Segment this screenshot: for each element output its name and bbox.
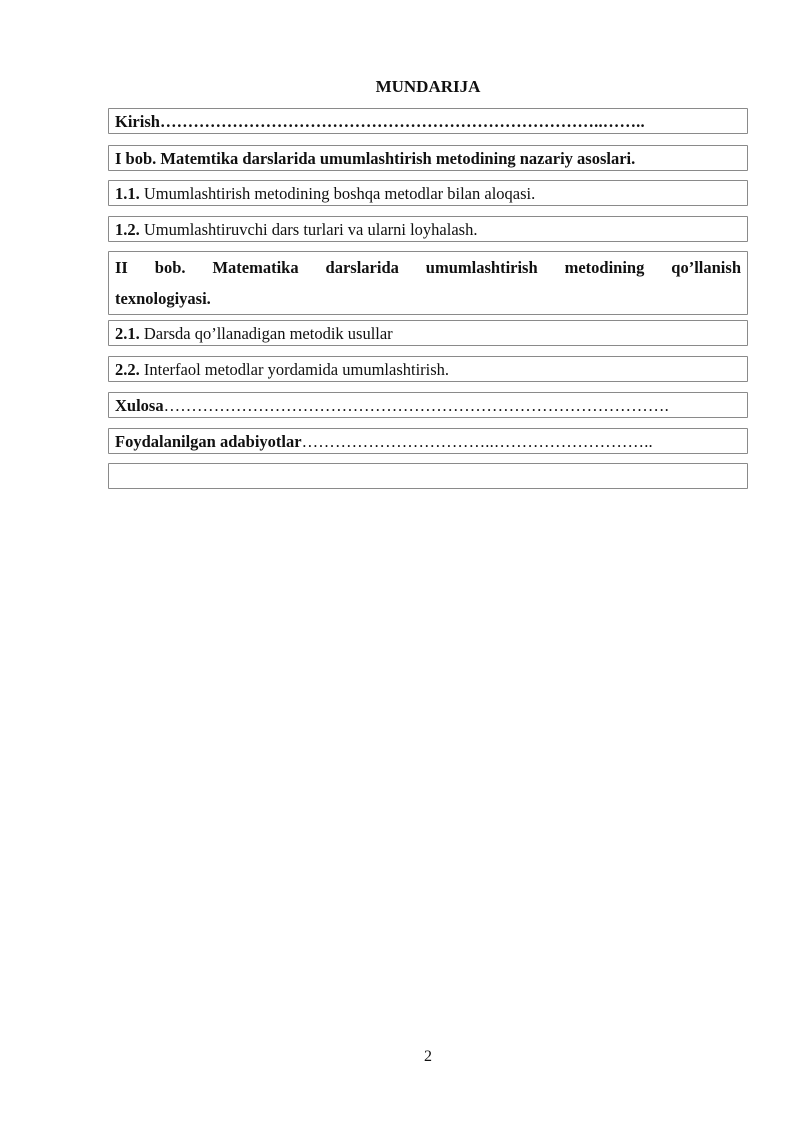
toc-entry-references[interactable] [108, 428, 748, 454]
toc-entry-title-line-2: texnologiyasi. [115, 289, 211, 308]
toc-entry-title: Umumlashtirish metodining boshqa metodlar bilan aloqasi. [139, 184, 536, 203]
toc-entry-leader-dots: ……………………………..……………………….. [301, 432, 653, 451]
page-title: MUNDARIJA [375, 77, 481, 96]
toc-entry-title: Umumlashtiruvchi dars turlari va ularni loyhalash. [139, 220, 478, 239]
toc-entry-title: Kirish [115, 112, 160, 131]
page-number: 2 [424, 1048, 432, 1065]
toc-entry-title: Interfaol metodlar yordamida umumlashtirish. [139, 360, 450, 379]
toc-entry-title-line-1: II bob. Matematika darslarida umumlashtirish metodining qo’llanish [115, 258, 741, 277]
toc-entry-section-2-2[interactable] [108, 356, 748, 382]
toc-entry-empty [108, 463, 748, 489]
toc-entry-number: 2.1. [115, 324, 140, 343]
toc-entry-section-1-2[interactable] [108, 216, 748, 242]
toc-entry-title: I bob. Matemtika darslarida umumlashtirish metodining nazariy asoslari. [115, 149, 636, 168]
toc-entry-title: Darsda qo’llanadigan metodik usullar [139, 324, 393, 343]
toc-entry-title: Foydalanilgan adabiyotlar [115, 432, 302, 451]
toc-entry-chapter-2[interactable] [108, 251, 748, 315]
toc-entry-number: 2.2. [115, 360, 140, 379]
toc-entry-number: 1.2. [115, 220, 140, 239]
toc-entry-title: Xulosa [115, 396, 164, 415]
toc-entry-number: 1.1. [115, 184, 140, 203]
toc-entry-chapter-1[interactable] [108, 145, 748, 171]
toc-entry-section-1-1[interactable] [108, 180, 748, 206]
toc-entry-leader-dots: ………………………………………………………………………………. [163, 396, 669, 415]
toc-entry-kirish[interactable] [108, 108, 748, 134]
toc-entry-xulosa[interactable] [108, 392, 748, 418]
toc-entry-leader-dots: ……………………………………………………………………..…….. [159, 112, 645, 131]
toc-entry-section-2-1[interactable] [108, 320, 748, 346]
